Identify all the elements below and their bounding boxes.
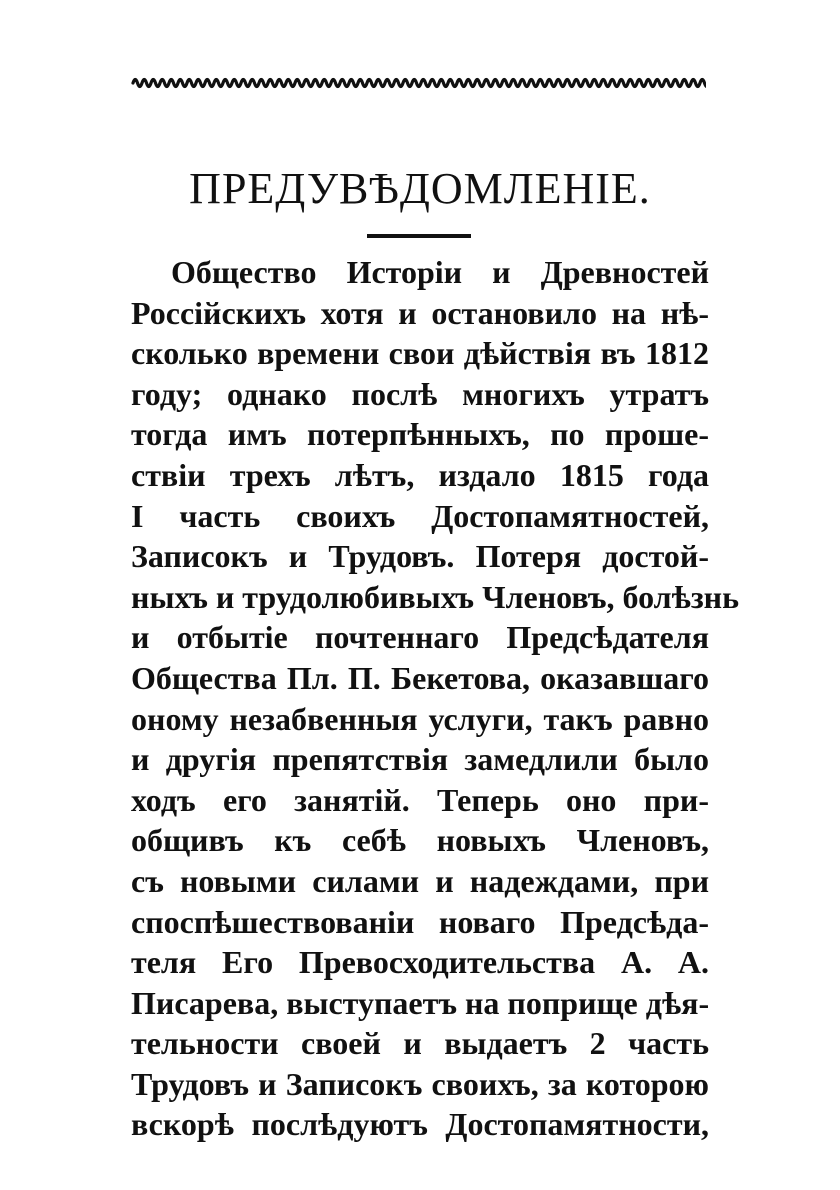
text-line: ныхъ и трудолюбивыхъ Членовъ, болѣзнь <box>131 578 740 615</box>
text-line: съ новыми силами и надеждами, при <box>131 862 709 899</box>
text-line: Трудовъ и Записокъ своихъ, за которою <box>131 1065 709 1102</box>
text-line: теля Его Превосходительства А. А. <box>131 944 709 981</box>
text-line: ходъ его занятій. Теперь оно при- <box>131 781 709 818</box>
text-line: общивъ къ себѣ новыхъ Членовъ, <box>131 822 709 859</box>
text-line: сколько времени свои дѣйствія въ 1812 <box>131 335 709 372</box>
text-line: Россійскихъ хотя и остановило на нѣ- <box>131 294 709 331</box>
body-text <box>131 252 740 1145</box>
text-line: и отбытіе почтеннаго Предсѣдателя <box>131 619 709 656</box>
text-line: Записокъ и Трудовъ. Потеря достой- <box>131 538 709 575</box>
text-line: Общества Пл. П. Бекетова, оказавшаго <box>131 659 709 696</box>
text-line: Общество Исторіи и Древностей <box>171 254 709 290</box>
text-line: и другія препятствія замедлили было <box>131 741 709 778</box>
text-line: тогда имъ потерпѣнныхъ, по проше- <box>131 416 709 453</box>
text-line: году; однако послѣ многихъ утратъ <box>131 375 709 412</box>
title-underline-rule <box>367 234 471 238</box>
text-line: вскорѣ послѣдуютъ Достопамятности, <box>131 1106 709 1143</box>
text-line: ствіи трехъ лѣтъ, издало 1815 года <box>131 456 709 493</box>
text-line: тельности своей и выдаетъ 2 часть <box>131 1025 709 1062</box>
text-line: оному незабвенныя услуги, такъ равно <box>131 700 709 737</box>
text-line: I часть своихъ Достопамятностей, <box>131 497 709 534</box>
text-line: споспѣшествованіи новаго Предсѣда- <box>131 903 709 940</box>
text-line: Писарева, выступаетъ на поприще дѣя- <box>131 984 710 1021</box>
wavy-ornament-rule <box>131 72 706 94</box>
page-title: ПРЕДУВѢДОМЛЕНІЕ. <box>189 164 651 213</box>
